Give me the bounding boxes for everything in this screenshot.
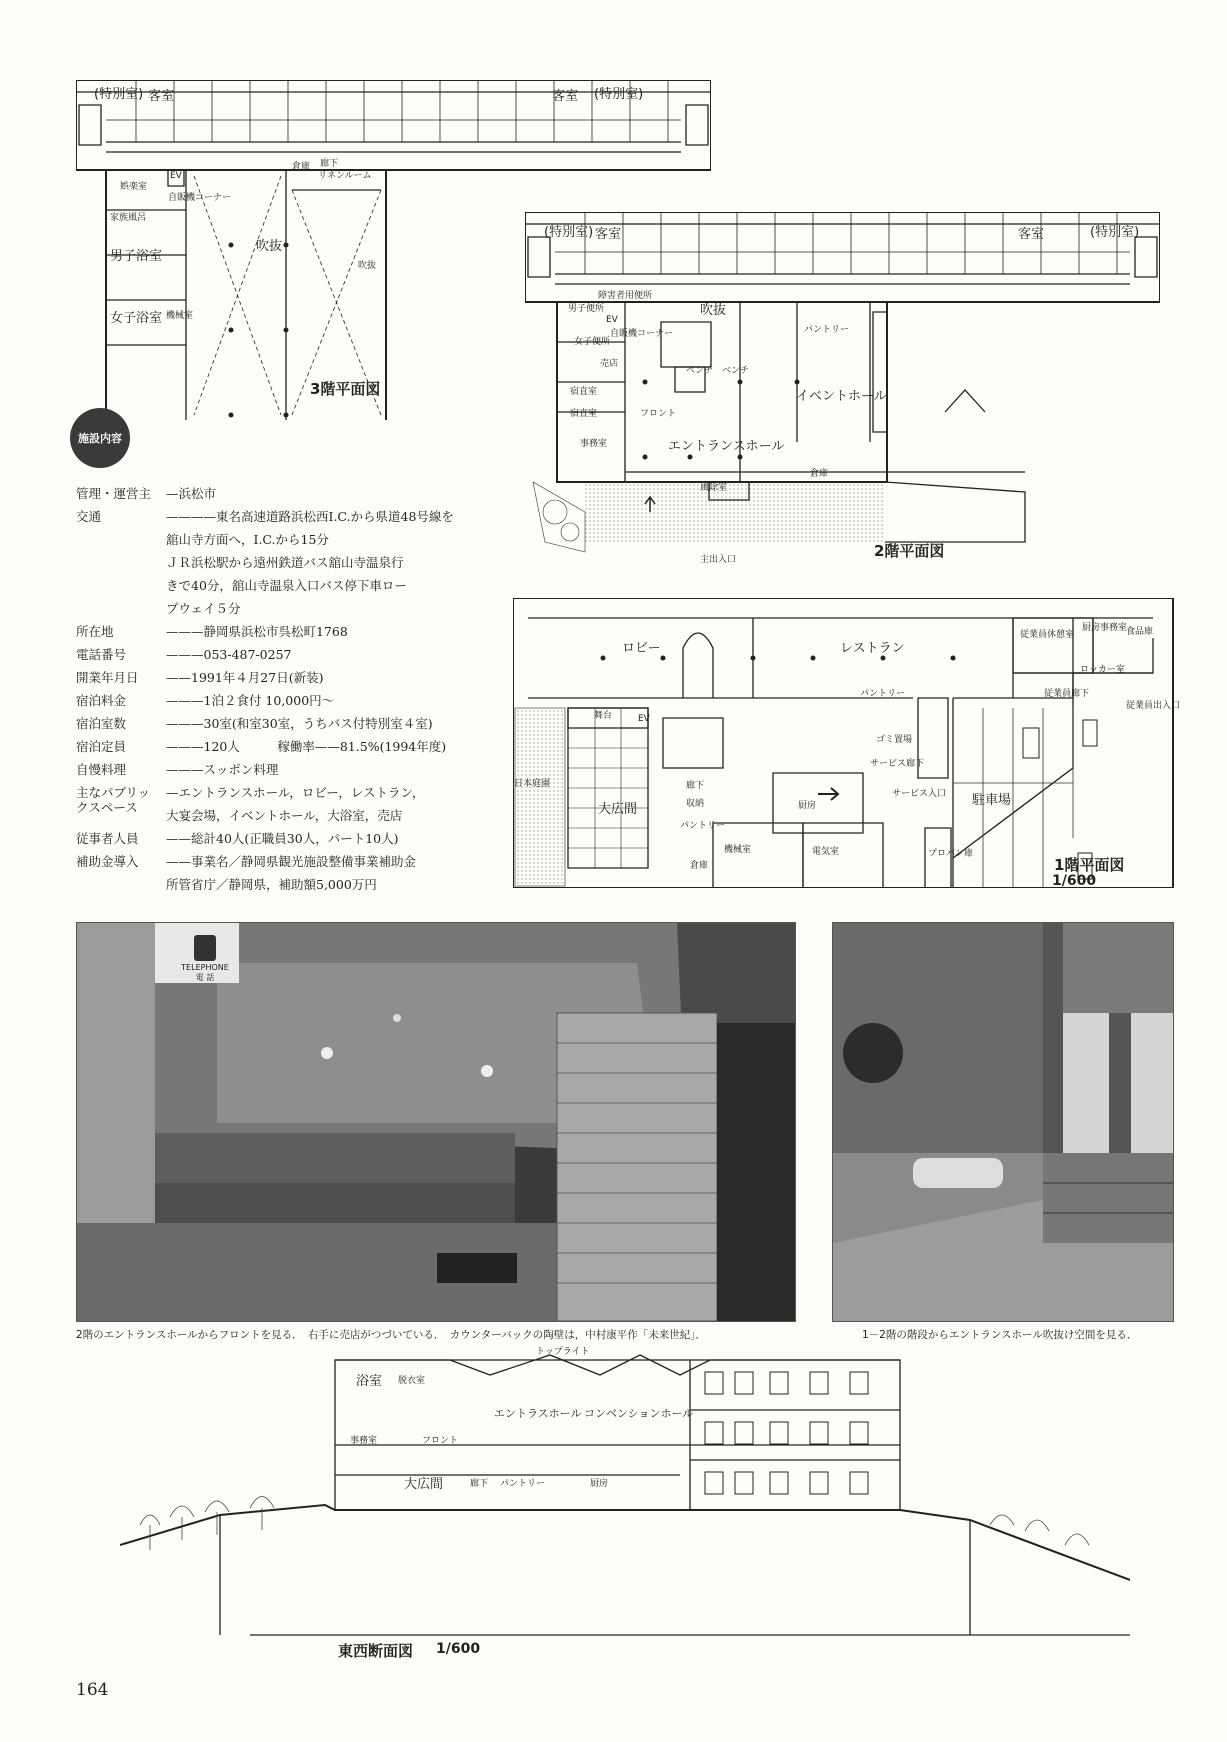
section-great-hall: 大広間: [404, 1477, 444, 1492]
facility-value: [166, 482, 456, 505]
room-guest-right: 客室: [552, 89, 579, 104]
facility-value-first: [166, 482, 456, 505]
facility-value-first: [166, 505, 456, 528]
room-guest-right: 客室: [1018, 227, 1045, 242]
facility-value: [166, 735, 456, 758]
facility-value-line: きで40分，舘山寺温泉入口バス停下車ロー: [166, 578, 407, 593]
service-entrance-label: サービス入口: [892, 789, 947, 799]
room-ev: EV: [638, 714, 650, 724]
facility-separator: —: [166, 486, 179, 501]
facility-value-first: [166, 666, 456, 689]
facility-row: [76, 666, 456, 689]
facility-separator: ———: [166, 762, 204, 777]
facility-row: [76, 827, 456, 850]
facility-separator: ———: [166, 693, 204, 708]
facility-value-first: [166, 689, 456, 712]
facility-row: [76, 482, 456, 505]
facility-key: 電話番号: [76, 647, 127, 662]
facility-row: [76, 850, 456, 896]
room-locker: ロッカー室: [1080, 665, 1125, 675]
section-drawing-svg: [120, 1345, 1130, 1645]
floor2-title: 2階平面図: [874, 542, 945, 560]
facility-value-line: 所管省庁／静岡県，補助額5,000万円: [166, 877, 377, 892]
room-office: 事務室: [580, 439, 608, 449]
facility-key: 開業年月日: [76, 670, 139, 685]
telephone-sign: [175, 935, 235, 983]
room-pantry: パントリー: [860, 689, 906, 699]
room-corridor: 廊下: [320, 159, 339, 169]
room-propane: プロパン庫: [928, 849, 974, 859]
room-pantry-2: パントリー: [680, 821, 726, 831]
facility-value-line: スッポン料理: [203, 762, 279, 777]
facility-value-first: [166, 620, 456, 643]
room-kitchen-office: 厨房事務室: [1082, 623, 1128, 633]
floor3-title: 3階平面図: [310, 380, 381, 398]
page-number: 164: [76, 1680, 109, 1700]
main-entrance-label: 主出入口: [700, 555, 737, 565]
facility-value-line: ＪＲ浜松駅から遠州鉄道バス舘山寺温泉行: [166, 555, 404, 570]
facility-key: 従事者人員: [76, 831, 139, 846]
room-bench: ベンチ: [686, 366, 714, 376]
room-machine: 機械室: [724, 845, 752, 855]
room-storage: 倉庫: [810, 469, 829, 479]
section-front: フロント: [422, 1436, 459, 1446]
telephone-icon: [194, 935, 216, 961]
room-pantry: パントリー: [804, 325, 850, 335]
facility-row: [76, 620, 456, 643]
facility-key: 主なパブリッ クスペース: [76, 785, 151, 815]
facility-table: [76, 482, 456, 896]
facility-value: [166, 505, 456, 620]
room-guest-left: 客室: [595, 227, 622, 242]
facility-row: [76, 781, 456, 827]
facility-value-line: 1991年４月27日(新装): [191, 670, 324, 685]
facility-value-first: [166, 850, 456, 873]
facility-separator: ——: [166, 831, 191, 846]
photo-stairs-atrium: [832, 922, 1174, 1322]
facility-value-line: プウェイ５分: [166, 601, 241, 616]
facility-value-line: 事業名／静岡県観光施設整備事業補助金: [191, 854, 417, 869]
room-atrium-2: 吹抜: [358, 261, 377, 271]
facility-key: 自慢料理: [76, 762, 127, 777]
room-vending: 自販機コーナー: [610, 329, 674, 339]
room-entrance-hall: エントランスホール: [668, 439, 785, 454]
facility-value-line: 大宴会場，イベントホール，大浴室，売店: [166, 808, 403, 823]
room-storage: 倉庫: [690, 861, 709, 871]
facility-value-first: [166, 735, 456, 758]
room-guest-left: 客室: [148, 89, 175, 104]
section-office: 事務室: [350, 1436, 378, 1446]
room-special-left: (特別室): [544, 225, 594, 240]
facility-separator: ———: [166, 624, 204, 639]
room-event-hall: イベントホール: [796, 389, 887, 404]
room-garbage: ゴミ置場: [876, 735, 913, 745]
facility-value: [166, 758, 456, 781]
facility-key: 補助金導入: [76, 854, 139, 869]
facility-value: [166, 850, 456, 896]
facility-value-line: 浜松市: [178, 486, 217, 501]
facility-separator: ———: [166, 647, 204, 662]
facility-value-first: [166, 712, 456, 735]
room-special-left: (特別室): [94, 87, 144, 102]
floor1-title: 1階平面図: [1054, 856, 1125, 874]
room-parking: 駐車場: [972, 793, 1012, 808]
section-bath: 浴室: [356, 1374, 383, 1389]
facility-separator: ————: [166, 509, 216, 524]
facility-value-first: [166, 781, 456, 804]
room-special-right: (特別室): [1090, 225, 1140, 240]
room-japanese-garden: 日本庭園: [514, 779, 551, 789]
telephone-sign-jp: 電 話: [195, 973, 215, 982]
facility-separator: ———: [166, 739, 204, 754]
room-stage: 舞台: [594, 711, 613, 721]
room-womens-toilet: 女子便所: [574, 337, 611, 347]
room-lobby: ロビー: [622, 641, 661, 656]
room-storage: 倉庫: [292, 162, 311, 172]
room-boiler: 機械室: [166, 311, 194, 321]
facility-separator: ——: [166, 854, 191, 869]
facility-value-first: [166, 827, 456, 850]
facility-value: [166, 643, 456, 666]
facility-value: [166, 781, 456, 827]
facility-value: [166, 712, 456, 735]
room-night-duty-2: 宿直室: [570, 409, 598, 419]
room-restaurant: レストラン: [840, 641, 905, 656]
section-dressing: 脱衣室: [398, 1376, 426, 1386]
facility-row: [76, 758, 456, 781]
room-great-hall: 大広間: [598, 802, 638, 817]
room-womens-bath: 女子浴室: [110, 311, 163, 326]
facility-value-line: 総計40人(正職員30人，パート10人): [191, 831, 399, 846]
facility-separator: —: [166, 785, 179, 800]
room-linen: リネンルーム: [318, 171, 372, 181]
room-family-bath: 家族風呂: [110, 213, 147, 223]
facility-key: 宿泊料金: [76, 693, 127, 708]
room-corridor: 廊下: [686, 781, 705, 791]
facility-key: 所在地: [76, 624, 114, 639]
room-atrium: 吹抜: [700, 303, 727, 318]
section-title: 東西断面図: [338, 1642, 414, 1660]
room-storage-2: 収納: [686, 799, 705, 809]
room-entertainment: 娯楽室: [120, 182, 148, 192]
facility-key: 宿泊定員: [76, 739, 127, 754]
room-ev: EV: [170, 171, 182, 181]
room-staff-rest: 従業員休憩室: [1020, 630, 1075, 640]
room-windbreak: 風除室: [700, 483, 728, 493]
room-electric: 電気室: [812, 847, 840, 857]
facility-key: 宿泊室数: [76, 716, 127, 731]
facility-value-line: 東名高速道路浜松西I.C.から県道48号線を: [216, 509, 454, 524]
room-kitchen: 厨房: [798, 801, 817, 811]
facility-separator: ——: [166, 670, 191, 685]
facility-row: [76, 735, 456, 758]
staff-entrance-label: 従業員出入口: [1126, 701, 1181, 711]
caption-stairs-atrium: 1－2階の階段からエントランスホール吹抜け空間を見る．: [862, 1329, 1138, 1341]
section-kitchen: 厨房: [590, 1479, 609, 1489]
room-night-duty: 宿直室: [570, 387, 598, 397]
facility-value-first: [166, 758, 456, 781]
section-scale: 1/600: [436, 1641, 481, 1657]
room-front: フロント: [640, 409, 677, 419]
room-mens-toilet: 男子便所: [568, 304, 605, 314]
facility-value-line: 静岡県浜松市呉松町1768: [203, 624, 348, 639]
room-atrium: 吹抜: [256, 239, 283, 254]
room-ev: EV: [606, 315, 618, 325]
facility-value-line: 舘山寺方面へ，I.C.から15分: [166, 532, 329, 547]
facility-badge: 施設内容: [70, 408, 130, 468]
room-accessible-toilet: 障害者用便所: [598, 291, 653, 301]
facility-value-line: 053-487-0257: [203, 647, 292, 662]
room-staff-corridor: 従業員廊下: [1044, 689, 1090, 699]
facility-row: [76, 505, 456, 620]
facility-value-line: 1泊２食付 10,000円～: [203, 693, 335, 708]
facility-row: [76, 689, 456, 712]
facility-value: [166, 620, 456, 643]
room-mens-bath: 男子浴室: [110, 249, 163, 264]
room-bench-2: ベンチ: [722, 366, 750, 376]
photo-stairs-atrium-image: [833, 923, 1173, 1321]
facility-value-line: 30室(和室30室，うちバス付特別室４室): [203, 716, 433, 731]
facility-value-first: [166, 643, 456, 666]
facility-row: [76, 712, 456, 735]
section-toplight: トップライト: [536, 1347, 590, 1357]
facility-value: [166, 666, 456, 689]
section-corridor: 廊下: [470, 1479, 489, 1489]
telephone-sign-text: TELEPHONE: [181, 963, 229, 972]
section-entrance-hall: エントラスホール: [494, 1407, 582, 1420]
facility-value: [166, 827, 456, 850]
facility-separator: ———: [166, 716, 204, 731]
room-vending: 自販機コーナー: [168, 193, 232, 203]
section-pantry: パントリー: [500, 1479, 546, 1489]
room-food-storage: 食品庫: [1126, 627, 1154, 637]
room-shop: 売店: [600, 359, 619, 369]
facility-value-line: 120人 稼働率——81.5%(1994年度): [203, 739, 447, 754]
section-convention: コンベンションホール: [584, 1407, 694, 1420]
caption-front-desk: 2階のエントランスホールからフロントを見る． 右手に売店がつづいている． カウンターバックの陶壁は，中村康平作「未来世紀」．: [76, 1329, 706, 1341]
facility-key: 管理・運営主: [76, 486, 152, 501]
floor1-scale: 1/600: [1052, 873, 1097, 889]
facility-key: 交通: [76, 509, 102, 524]
facility-row: [76, 643, 456, 666]
facility-value-line: エントランスホール，ロビー，レストラン，: [178, 785, 425, 800]
photo-front-desk: [76, 922, 796, 1322]
room-special-right: (特別室): [594, 87, 644, 102]
room-service-corridor: サービス廊下: [870, 759, 925, 769]
facility-value: [166, 689, 456, 712]
